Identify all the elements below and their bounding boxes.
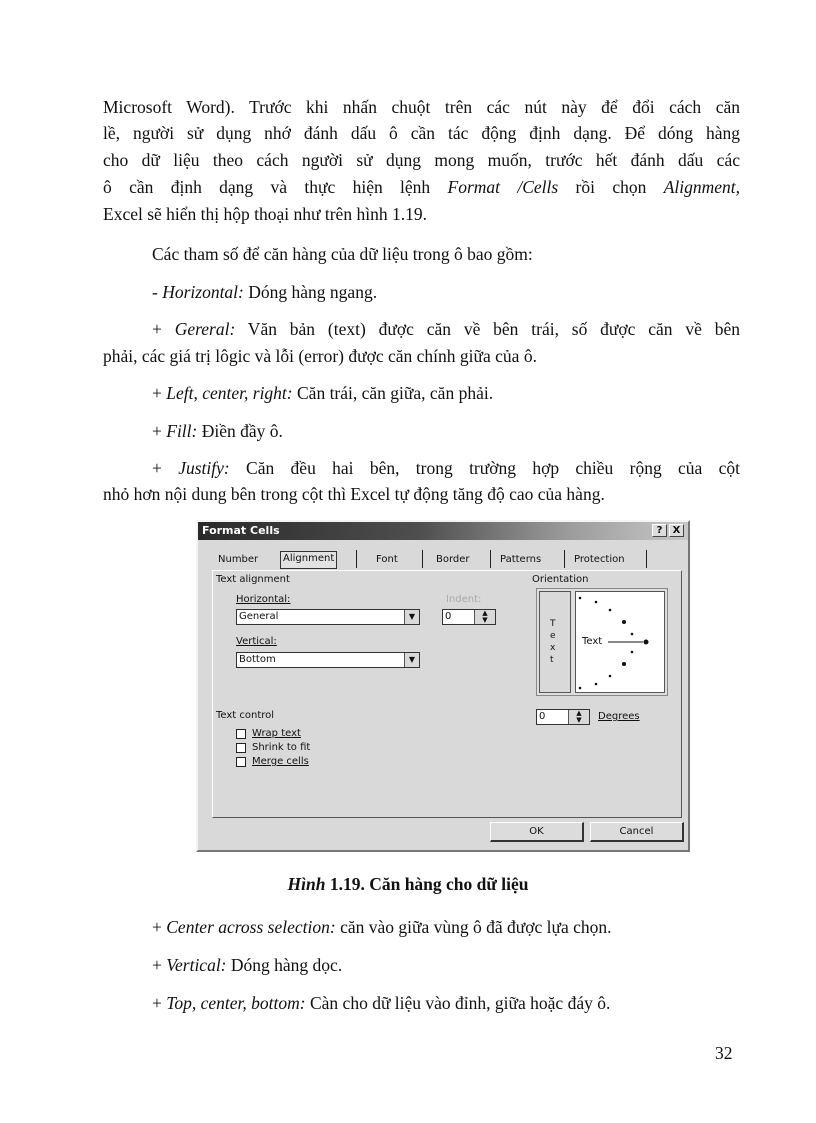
bullet: + <box>152 458 179 478</box>
term: Fill: <box>166 421 198 441</box>
wrap-text-label: Wrap text <box>252 728 301 739</box>
tab-alignment[interactable]: Alignment <box>280 551 337 569</box>
bullet: - <box>152 282 163 302</box>
center-across-item <box>152 914 740 940</box>
dialog-title-bar <box>198 522 688 540</box>
paragraph-line: cho dữ liệu theo cách người sử dụng mong muốn, trước hết đánh dấu các <box>103 150 740 170</box>
orientation-dial[interactable] <box>575 591 665 693</box>
vertical-text-box[interactable] <box>539 591 571 693</box>
indent-value: 0 <box>445 611 452 622</box>
tab-divider <box>356 550 357 568</box>
chevron-down-icon: ▼ <box>404 653 419 667</box>
chevron-down-icon: ▼ <box>404 610 419 624</box>
term: Gereral: <box>174 319 236 339</box>
term: Top, center, bottom: <box>166 993 306 1013</box>
paragraph-line: Microsoft Word). Trước khi nhấn chuột trên các nút này để đổi cách căn <box>103 97 740 117</box>
text: Càn cho dữ liệu vào đỉnh, giữa hoặc đáy ô. <box>305 993 611 1013</box>
menu-command: Alignment, <box>663 177 740 197</box>
ok-button[interactable]: OK <box>490 822 584 842</box>
justify-item-line2: nhỏ hơn nội dung bên trong cột thì Excel tự động tăng độ cao của hàng. <box>103 484 605 504</box>
text: căn vào giữa vùng ô đã được lựa chọn. <box>335 917 612 937</box>
justify-item <box>152 455 740 481</box>
general-item <box>152 316 740 342</box>
term: Horizontal: <box>162 282 244 302</box>
tab-font[interactable]: Font <box>376 554 398 565</box>
bullet: + <box>152 955 167 975</box>
dialog-title: Format Cells <box>202 524 280 537</box>
fill-item <box>152 418 740 444</box>
text: rồi chọn <box>558 177 664 197</box>
bullet: + <box>152 917 167 937</box>
tab-divider <box>490 550 491 568</box>
merge-cells-checkbox[interactable] <box>236 757 246 767</box>
bullet: + <box>152 993 167 1013</box>
vertical-item <box>152 952 740 978</box>
bullet: + <box>152 319 175 339</box>
general-item-line2: phải, các giá trị lôgic và lỗi (error) được căn chính giữa của ô. <box>103 346 537 366</box>
menu-command: Format /Cells <box>447 177 559 197</box>
params-intro: Các tham số để căn hàng của dữ liệu trong ô bao gồm: <box>152 244 533 264</box>
caption-text: 1.19. Căn hàng cho dữ liệu <box>325 874 529 894</box>
text: Văn bản (text) được căn về bên trái, số được căn về bên <box>235 319 740 339</box>
term: Justify: <box>178 458 230 478</box>
cancel-button[interactable]: Cancel <box>590 822 684 842</box>
caption-prefix: Hình <box>287 874 326 894</box>
text: Căn trái, căn giữa, căn phải. <box>292 383 494 403</box>
horizontal-select[interactable] <box>236 609 420 625</box>
shrink-to-fit-label: Shrink to fit <box>252 742 311 753</box>
text: Căn đều hai bên, trong trường hợp chiều rộng của cột <box>229 458 740 478</box>
figure-caption <box>0 874 816 895</box>
format-cells-dialog <box>196 520 690 852</box>
top-center-bottom-item <box>152 990 740 1016</box>
tab-border[interactable]: Border <box>436 554 470 565</box>
text: Điền đầy ô. <box>197 421 283 441</box>
merge-cells-label: Merge cells <box>252 756 309 767</box>
tab-protection[interactable]: Protection <box>574 554 625 565</box>
tab-number[interactable]: Number <box>218 554 259 565</box>
help-button[interactable]: ? <box>652 524 667 537</box>
vertical-select[interactable] <box>236 652 420 668</box>
lcr-item <box>152 380 740 406</box>
orientation-box <box>536 588 668 696</box>
orientation-text: Text <box>582 636 603 647</box>
term: Center across selection: <box>166 917 336 937</box>
vertical-label: Vertical: <box>236 636 277 647</box>
tab-divider <box>564 550 565 568</box>
term: Left, center, right: <box>166 383 293 403</box>
text: ô cần định dạng và thực hiện lệnh <box>103 177 448 197</box>
text: Dóng hàng ngang. <box>243 282 378 302</box>
paragraph-line: lề, người sử dụng nhớ đánh dấu ô cần tác động định dạng. Để dóng hàng <box>103 123 740 143</box>
orientation-label: Orientation <box>532 574 589 585</box>
degrees-label: Degrees <box>598 711 640 722</box>
close-button[interactable]: X <box>669 524 684 537</box>
text-control-label: Text control <box>216 710 275 721</box>
text-alignment-label: Text alignment <box>216 574 290 585</box>
tab-patterns[interactable]: Patterns <box>500 554 542 565</box>
tab-divider <box>646 550 647 568</box>
text: Dóng hàng dọc. <box>226 955 343 975</box>
degrees-spinner[interactable] <box>536 709 590 725</box>
spinner-arrows-icon: ▲ ▼ <box>474 610 495 624</box>
paragraph-line <box>103 174 740 200</box>
horizontal-item <box>152 279 740 305</box>
term: Vertical: <box>166 955 227 975</box>
vertical-value: Bottom <box>239 654 276 665</box>
wrap-text-checkbox[interactable] <box>236 729 246 739</box>
bullet: + <box>152 421 167 441</box>
degrees-value: 0 <box>539 711 546 722</box>
horizontal-value: General <box>239 611 279 622</box>
tab-divider <box>422 550 423 568</box>
page-number: 32 <box>715 1043 733 1063</box>
spinner-arrows-icon: ▲ ▼ <box>568 710 589 724</box>
vertical-text: T e x t <box>550 619 556 665</box>
paragraph-line: Excel sẽ hiển thị hộp thoại như trên hình 1.19. <box>103 204 427 224</box>
indent-label: Indent: <box>446 594 482 605</box>
horizontal-label: Horizontal: <box>236 594 291 605</box>
indent-spinner[interactable] <box>442 609 496 625</box>
bullet: + <box>152 383 167 403</box>
shrink-to-fit-checkbox[interactable] <box>236 743 246 753</box>
